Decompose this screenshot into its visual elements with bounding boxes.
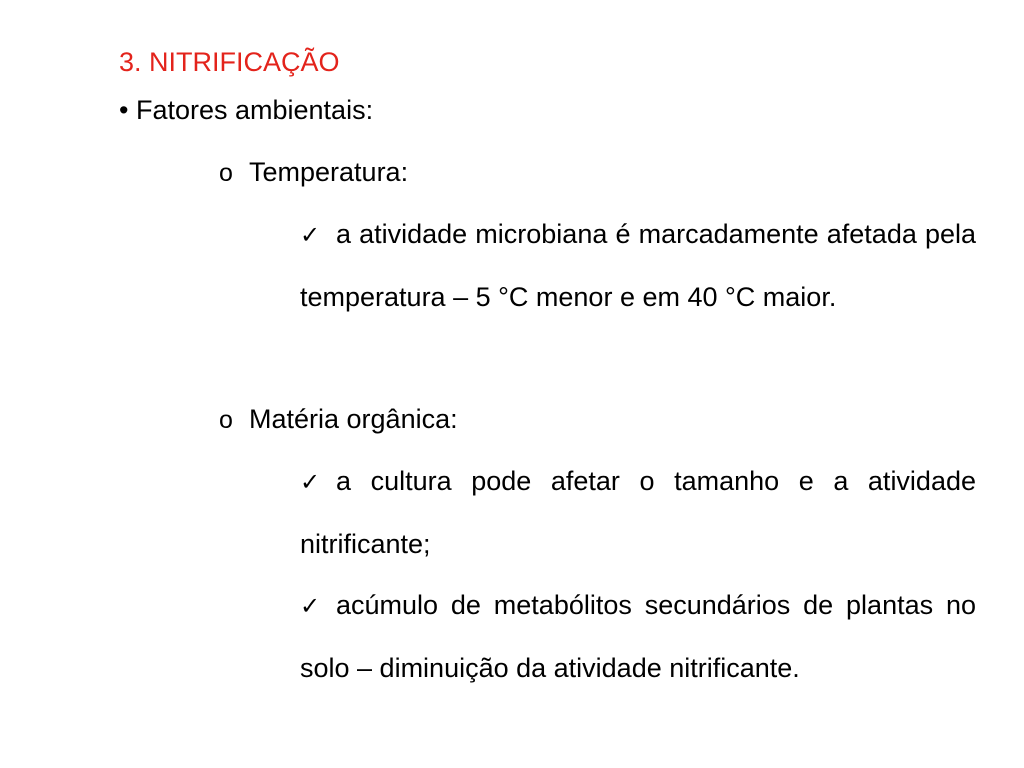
check-item-text: a cultura pode afetar o tamanho e a atividade nitrificante; [300, 466, 976, 559]
check-item-temperatura [300, 203, 976, 328]
check-item-metabolitos [300, 574, 976, 699]
sub-bullet-marker: o [219, 406, 233, 434]
sub-bullet-temperatura [219, 154, 408, 191]
sub-bullet-label: Matéria orgânica: [249, 404, 458, 434]
bullet-fatores-ambientais [119, 92, 373, 128]
sub-bullet-marker: o [219, 159, 233, 187]
bullet-heading: Fatores ambientais: [135, 95, 374, 125]
check-item-text: a atividade microbiana é marcadamente afetada pela temperatura – 5 °C menor e em 40 °C maior. [300, 219, 976, 312]
check-item-text: acúmulo de metabólitos secundários de plantas no solo – diminuição da atividade nitrificante. [300, 590, 976, 683]
sub-bullet-materia-organica [219, 401, 458, 438]
sub-bullet-label: Temperatura: [249, 157, 409, 187]
check-icon: ✓ [300, 468, 321, 496]
slide-title: 3. NITRIFICAÇÃO [119, 47, 340, 77]
bullet-marker: • [119, 95, 129, 125]
check-icon: ✓ [300, 592, 321, 620]
check-icon: ✓ [300, 221, 321, 249]
check-item-cultura [300, 450, 976, 575]
